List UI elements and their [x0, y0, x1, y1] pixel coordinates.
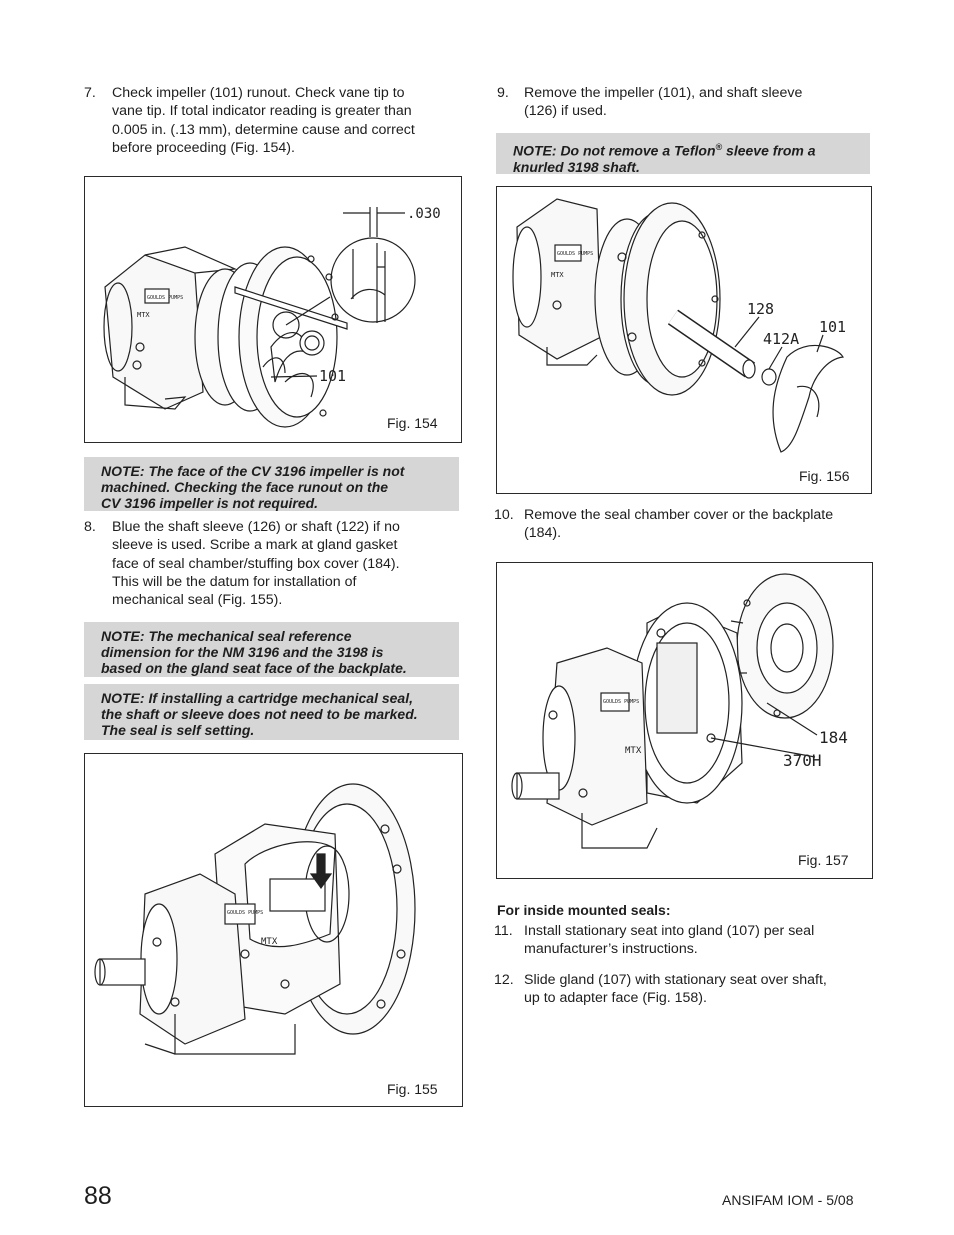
step-line: Remove the impeller (101), and shaft sleeve: [524, 85, 803, 101]
note-line: [513, 139, 864, 159]
note-line: the shaft or sleeve does not need to be marked.: [101, 706, 418, 722]
step-text: [524, 506, 833, 543]
step-12: [494, 971, 869, 1009]
step-line: This will be the datum for installation of: [112, 573, 357, 590]
note-line: NOTE: The mechanical seal reference: [101, 628, 352, 644]
step-11: [494, 922, 869, 960]
figure-154: [84, 176, 462, 443]
callout-412a: 412A: [763, 330, 800, 348]
step-number: 8.: [84, 519, 96, 535]
note-nm3196: [84, 622, 459, 677]
note-line: based on the gland seat face of the backplate.: [101, 660, 407, 676]
step-line: Blue the shaft sleeve (126) or shaft (122) if no: [112, 519, 400, 535]
figure-157: [496, 562, 873, 879]
step-number: 12.: [494, 972, 514, 988]
step-line: Check impeller (101) runout. Check vane tip to: [112, 85, 405, 101]
model-text: MTX: [137, 311, 150, 319]
step-number: 11.: [494, 923, 513, 939]
step-number: 7.: [84, 85, 96, 101]
step-line: Slide gland (107) with stationary seat over shaft,: [524, 972, 827, 988]
step-number: 9.: [497, 85, 509, 101]
step-line: Remove the seal chamber cover or the backplate: [524, 507, 834, 523]
note-line: dimension for the NM 3196 and the 3198 is: [101, 644, 384, 660]
nameplate-text: GOULDS PUMPS: [147, 295, 184, 301]
step-text: [112, 518, 400, 609]
nameplate-text: GOULDS PUMPS: [557, 251, 594, 257]
note-line: The seal is self setting.: [101, 722, 255, 738]
page-number: 88: [84, 1182, 112, 1210]
document-footer: ANSIFAM IOM - 5/08: [722, 1192, 854, 1208]
backplate-removal-illustration: [497, 563, 874, 880]
pump-shaft-sleeve-marking-illustration: [85, 754, 464, 1108]
impeller-removal-illustration: [497, 187, 873, 495]
note-line: knurled 3198 shaft.: [513, 158, 640, 175]
figure-155: [84, 753, 463, 1107]
step-text: [524, 922, 814, 959]
callout-dim: .030: [407, 206, 441, 222]
step-8: [84, 518, 454, 611]
step-line: sleeve is used. Scribe a mark at gland gasket: [112, 537, 398, 554]
model-text: MTX: [261, 937, 278, 947]
step-line: mechanical seal (Fig. 155).: [112, 592, 283, 609]
note-teflon-sleeve: [496, 133, 870, 174]
step-line: before proceeding (Fig. 154).: [112, 139, 295, 156]
step-line: up to adapter face (Fig. 158).: [524, 990, 707, 1007]
callout-370h: 370H: [783, 751, 822, 770]
callout-128: 128: [747, 300, 775, 318]
model-text: MTX: [551, 271, 564, 279]
pump-impeller-runout-illustration: [85, 177, 463, 444]
figure-156: [496, 186, 872, 494]
step-9: [497, 84, 867, 122]
step-number: 10.: [494, 507, 514, 523]
inside-mounted-seals-heading: For inside mounted seals:: [497, 902, 671, 918]
note-text: NOTE: Do not remove a Teflon: [513, 142, 716, 159]
step-10: [494, 506, 869, 544]
model-text: MTX: [625, 746, 642, 756]
step-text: [112, 84, 415, 157]
step-line: vane tip. If total indicator reading is greater than: [112, 103, 412, 120]
callout-101: 101: [319, 367, 347, 385]
figure-caption: Fig. 156: [799, 468, 850, 484]
step-line: (184).: [524, 525, 562, 542]
step-line: Install stationary seat into gland (107) per seal: [524, 923, 815, 939]
note-line: machined. Checking the face runout on the: [101, 479, 389, 495]
step-line: manufacturer’s instructions.: [524, 941, 698, 958]
callout-184: 184: [819, 728, 848, 747]
step-7: [84, 84, 454, 159]
nameplate-text: GOULDS PUMPS: [603, 699, 640, 705]
step-text: [524, 84, 802, 121]
step-line: (126) if used.: [524, 103, 607, 120]
figure-caption: Fig. 154: [387, 415, 438, 431]
step-line: 0.005 in. (.13 mm), determine cause and correct: [112, 121, 415, 138]
registered-mark: ®: [715, 142, 723, 152]
note-text: sleeve from a: [722, 142, 816, 159]
note-line: NOTE: If installing a cartridge mechanical seal,: [101, 690, 413, 706]
step-line: face of seal chamber/stuffing box cover (184).: [112, 555, 400, 572]
note-cartridge-seal: [84, 684, 459, 740]
note-cv3196: [84, 457, 459, 511]
step-text: [524, 971, 827, 1008]
figure-caption: Fig. 155: [387, 1081, 438, 1097]
note-line: CV 3196 impeller is not required.: [101, 495, 319, 511]
nameplate-text: GOULDS PUMPS: [227, 910, 264, 916]
figure-caption: Fig. 157: [798, 852, 849, 868]
note-line: NOTE: The face of the CV 3196 impeller is not: [101, 463, 405, 479]
callout-101: 101: [819, 318, 847, 336]
